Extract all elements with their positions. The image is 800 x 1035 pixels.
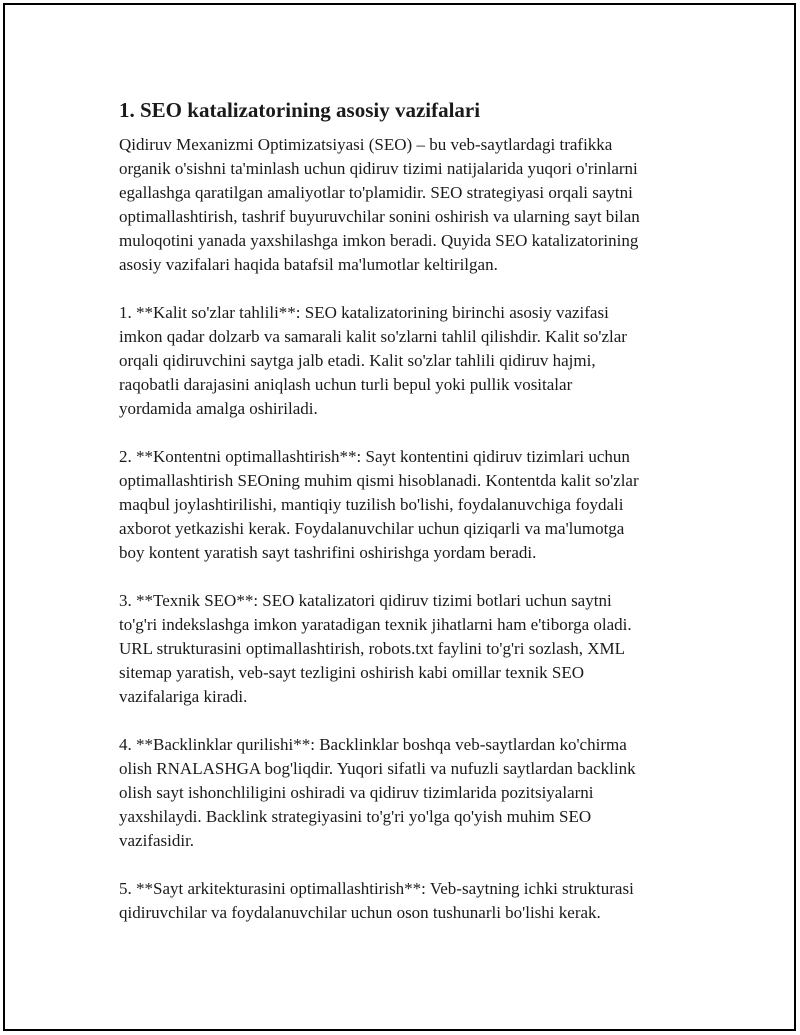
document-title: 1. SEO katalizatorining asosiy vazifalari bbox=[119, 98, 481, 122]
paragraph-site-architecture: 5. **Sayt arkitekturasini optimallashtirish**: Veb-saytning ichki strukturasi qidiruvchilar va foydalanuvchilar uchun oson tushunarli bo'lishi kerak. bbox=[119, 879, 634, 922]
paragraph-keyword-analysis: 1. **Kalit so'zlar tahlili**: SEO katalizatorining birinchi asosiy vazifasi imkon qadar dolzarb va samarali kalit so'zlarni tahlil qilishdir. Kalit so'zlar orqali qidiruvchini saytga jalb etadi. Kalit so'zlar tahlili qidiruv hajmi, raqobatli darajasini aniqlash uchun turli bepul yoki pullik vositalar yordamida amalga oshiriladi. bbox=[119, 303, 627, 418]
intro-paragraph: Qidiruv Mexanizmi Optimizatsiyasi (SEO) – bu veb-saytlardagi trafikka organik o'sishni ta'minlash uchun qidiruv tizimi natijalarida yuqori o'rinlarni egallashga qaratilgan amaliyotlar to'plamidir. SEO strategiyasi orqali saytni optimallashtirish, tashrif buyuruvchilar sonini oshirish va ularning sayt bilan muloqotini yanada yaxshilashga imkon beradi. Quyida SEO katalizatorining asosiy vazifalari haqida batafsil ma'lumotlar keltirilgan. bbox=[119, 135, 640, 274]
paragraph-backlinks: 4. **Backlinklar qurilishi**: Backlinklar boshqa veb-saytlardan ko'chirma olish RNALASHGA bog'liqdir. Yuqori sifatli va nufuzli saytlardan backlink olish sayt ishonchliligini oshiradi va qidiruv tizimlarida pozitsiyalarni yaxshilaydi. Backlink strategiyasini to'g'ri yo'lga qo'yish muhim SEO vazifasidir. bbox=[119, 735, 636, 850]
document-body bbox=[119, 97, 689, 949]
paragraph-technical-seo: 3. **Texnik SEO**: SEO katalizatori qidiruv tizimi botlari uchun saytni to'g'ri indekslashga imkon yaratadigan texnik jihatlarni ham e'tiborga oladi. URL strukturasini optimallashtirish, robots.txt faylini to'g'ri sozlash, XML sitemap yaratish, veb-sayt tezligini oshirish kabi omillar texnik SEO vazifalariga kiradi. bbox=[119, 591, 632, 706]
paragraph-content-optimization: 2. **Kontentni optimallashtirish**: Sayt kontentini qidiruv tizimlari uchun optimallashtirish SEOning muhim qismi hisoblanadi. Kontentda kalit so'zlar maqbul joylashtirilishi, mantiqiy tuzilish bo'lishi, foydalanuvchiga foydali axborot yetkazishi kerak. Foydalanuvchilar uchun qiziqarli va ma'lumotga boy kontent yaratish sayt tashrifini oshirishga yordam beradi. bbox=[119, 447, 639, 562]
page-frame bbox=[3, 3, 796, 1031]
